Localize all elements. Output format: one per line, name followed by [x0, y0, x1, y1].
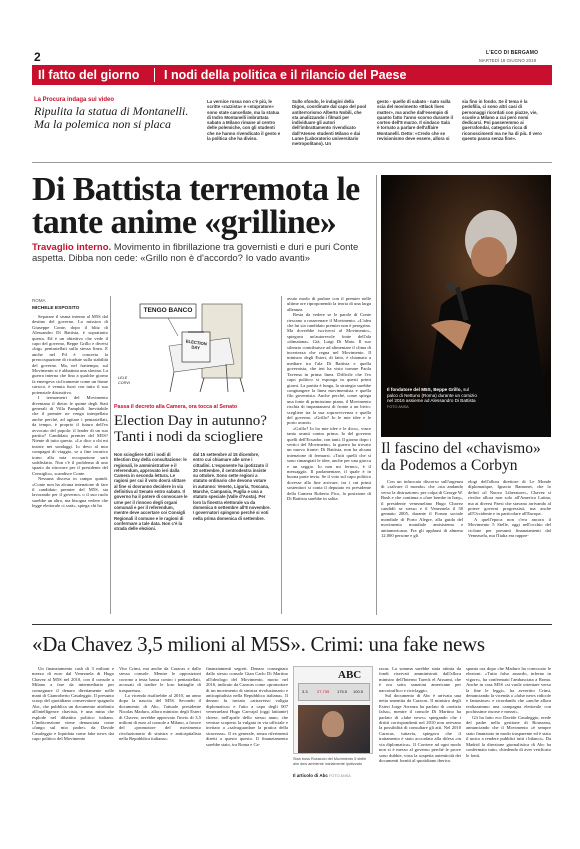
subhead-lead: Travaglio interno. [32, 242, 112, 253]
election-headline: Election Day in autunno? Tanti i nodi da sciogliere [114, 413, 267, 445]
bottom-col-3 [206, 666, 288, 838]
photo-caption [387, 387, 477, 410]
bottom-col-1 [32, 666, 114, 838]
abc-credit: FOTO ANSA [329, 774, 351, 778]
cartoon-box-label: ELECTION DAY [185, 338, 208, 351]
main-subhead [32, 242, 372, 264]
subhead-text: Movimento in fibrillazione tra governisti e duri e puri Conte aspetta. Dibba non cede: «Grillo non è d'accordo? Io vado avanti» [32, 242, 359, 264]
election-kicker: Passa il decreto alla Camera, ora tocca al Senato [114, 404, 238, 410]
main-col-2-p2: Resta da vedere se le parole di Conte riescano a rasserenare il Movimento. «L'idea che lui sia candidato premier non è peregrina. Ma dovrebbe iscriversi al Movimento», spiegava un'autorevole fonte dell'ala «dimaiana». Già, Luigi Di Maio. Il suo silenzio contribuisce ad alimentare il clima di incertezza che regna nel Movimento. Il ministro degli Esteri, di fatto, è chiamato a mediare tra l'ala Di Battista e quella governista, che ieri ha visto tornare Paola Taverna in prima linea. Difficile che l'ex capo politico si esponga in questi primi giorni. La partita è lunga, la strategia sarebbe congiungere la linea movimentista e quella filo governista. Anche perché, come spiega una fonte di primissimo piano, il Movimento rischia di impantanarsi di fronte a un bivio: scegliere tra la sua sopravvivenza e quella del governo. «Grillo? Io le mie idee e le porto avanti» [287, 312, 371, 426]
abc-caption [293, 773, 373, 779]
publication-name: L'ECO DI BERGAMO [486, 50, 539, 56]
bottom-col-2 [119, 666, 201, 838]
top-col-4: sia fino in fondo. Se il tema è la pedofilia, ci sono altri casi di personaggi ricordati con piazze, vie, scuole a Milano a cui però nomi dedicarci. Poi passeremmo ai guerrafondai, categoria ricca di riconoscimenti ma ne ha di più. Il vero questo passa senza fine». [462, 99, 542, 142]
top-rule [32, 162, 552, 163]
photo-caption-text: sul palco di Nettuno (Roma) durante un comizio nel 2016 assieme ad Alessandro Di Battista [387, 387, 477, 403]
top-col-3: gesto - quello di sabato - nato sulla scia del movimento «Black lives matter», ma anche dall'esempio di quanto fatto l'anno scorso durante il corteo dell'8 marzo. Il sindaco Sala è tornato a parlare dell'affaire Montanelli. Detto: «Credo che se revisionismo deve essere, allora si [377, 99, 453, 142]
bottom-col-2-p1: Vito Crimi, ma anche da Caracas e dallo stesso console. Mentre le opposizioni corrono a testa bassa contro i pentastellati, accusati di tradire le loro battaglie di trasparenza. [119, 666, 201, 693]
abc-num-4: 100.5 [353, 689, 364, 694]
top-col-1: La vernice rossa non c'è più, le scritte «razzista» e «stupratore» sono state cancellate, ma la statua di Indro Montanelli imbrattata sabato a Milano rimane al centro delle polemiche, con gli studenti che ne hanno rivendicato il gesto e la politica che ha diviso. [207, 99, 281, 142]
main-col-1 [32, 314, 108, 614]
main-col-2-p3: «Grillo? Io ho mie idee e le dico», vince tanto avanti contro prima. Io del governo quelli dell'Ecuador, con tanti. Il giorno dopo i vertici del Movimento, la guerra ha trovato un nuovo fronte: Di Battista, non ha alcuna intenzione di fermarsi. «Tutti quelli che si sono rimangiati le idee, anche per una giacca e un seggio. Io non mi fermo», è il messaggio. Il parlamentare, il quale è in buona parte invio. Se il voto sul capo politico dovesse alla fine arrivare, tra i cui primi sostenitori si conta il deputato ex presidente della Camera Roberto Fico, la posizione di Di Battista sarebbe in salita. [287, 425, 371, 502]
top-kicker: La Procura indaga sui video [34, 97, 115, 103]
abc-sub-caption: Stan boss Rosaccio del Movimiento 5 stelle aim dew ambiente inizialmente ipotizzato [293, 757, 367, 766]
publication-date: MARTEDÌ 18 GIUGNO 2019 [479, 58, 537, 63]
main-col-2-p1: avuto modo di parlare con il premier nelle ultime ore riproponendo la teoria di una larga alleanza. [287, 296, 371, 312]
abc-num-1: 3.3 [302, 689, 308, 694]
cartoon-sign: TENGO BANCO [143, 307, 193, 314]
abc-person [322, 711, 344, 737]
bottom-col-5-p1: spunta ora dopo che Maduro ha convocato le elezioni. «Tutto falso assurdo, inferno in vigore», ha confermato l'ambasciata a Roma. Anche in casa M5S «si vuole orientare verso la fine le leggi», ha avvertito Crimi, denunciando la vicenda a «false news ridicole e fantasiose» e ricordando che «anche allora realizzammo una campagna elettorale con pochissime risorse e mezzi». [466, 666, 551, 715]
abc-caption-text: Il articolo di Abc [293, 773, 328, 778]
cartoon-signature: LELE CORVI [118, 376, 130, 385]
dateline-place: ROMA [32, 298, 46, 303]
chavismo-col-2-p1: elogi dell'allora direttore di Le Monde diplomatique, Ignacio Ramonet, che lo definì «il Nuovo Liberatore», Chavez si rivolse allora non solo all'America Latina, ma ai diversi Paesi che stavano arrivando al potere governi progressisti, ma anche all'Occidente e in particolare all'Europa. [468, 479, 551, 517]
chavismo-col-2 [468, 479, 551, 615]
byline: MICHELE ESPOSITO [32, 306, 80, 311]
column-rule [281, 296, 282, 614]
photo-grillo [381, 175, 551, 437]
chavismo-headline: Il fascino del «chavismo» da Podemos a Corbyn [381, 440, 541, 474]
abc-num-3: 175.5 [337, 689, 348, 694]
section-label-left: Il fatto del giorno [38, 68, 140, 82]
bottom-headline: «Da Chavez 3,5 milioni al M5S». Crimi: una fake news [32, 632, 485, 656]
abc-table [298, 683, 370, 701]
bottom-col-4-p1: racas. La somma sarebbe stata attinta da fondi riservati amministrati dall'allora ministro dell'Interno Tareck el Aissami, che è ora sotto sanzioni americane per narcotraffico e riciclaggio. [379, 666, 461, 693]
section-divider [154, 68, 155, 82]
column-rule [376, 175, 377, 615]
bottom-col-3-p: finanziamenti segreti. Denaro consegnato dallo stesso console Gian Carlo Di Martino all'ideologo del Movimento, morto nel 2016, indicato da Caracas come «promotore di un movimento di sinistra rivoluzionario e anticapitalista nella Repubblica italiana». Il denaro fu inviato «attraverso valigia diplomatica» e l'atto a capo degli 007 venezuelani Hugo Carvajal (oggi latitante) chiese, nell'aprile dello stesso anno, che venisse scoperto la vulgata in via ufficiale e invitato a «salvaguardare la pratica della sicurezza». Il ex generale, senza riferimenti diretti a questo questo. Il finanziamento sarebbe stato, tra Roma e Ca- [206, 666, 288, 747]
bottom-top-rule [32, 624, 552, 625]
bottom-col-2-p2: La vicenda risalirebbe al 2010, un anno dopo la nascita del M5S. Secondo il documento di Abc, l'attuale presidente Nicolas Maduro, allora ministro degli Esteri di Chavez, avrebbe approvato l'invio di 3,5 milioni di euro al console a Milano, a favore del «promotore del movimento rivoluzionario di sinistra e anticapitalista nella Repubblica italiana»: [119, 693, 201, 742]
main-headline: Di Battista terremota le tante anime «grilline» [32, 171, 360, 241]
cartoon [114, 296, 256, 396]
abc-num-2: 27.739 [317, 689, 330, 694]
section-label-right: I nodi della politica e il rilancio del Paese [164, 68, 407, 82]
election-col-1: Non sciogliere tutti i nodi di Election Day della consultazione: le regionali, le amministrative e il referendum, approvato ieri dalla Camera in seconda lettura. Le ragioni per cui il voto dovrà slittare al fine si dovranno decidere in via definitiva al Senato entro sabato. Il governo ha il potere di convocare le urne per il rinnovo degli organi comunali e per il referendum, mentre deve accertare coi Consigli Regionali il comune e le ragioni di confermare a tale data. Non c'è la strada delle elezioni. [114, 452, 188, 532]
section-bar [32, 65, 552, 85]
chavismo-col-1-p: Con un infuocato discorso sull'urgenza di «salvare il mondo» che «sta andando verso la distruzione» per colpa di George W. Bush e che continua a «fare bombe in Iraq», il presidente venezuelano Hugo Chavez candidò se stesso e il Venezuela il 30 gennaio 2005, durante il Forum sociale mondiale di Porto Alegre, alla guida del movimento mondiale antisistema e antiamericano. Fra gli applausi di almeno 12.000 persone e gli [381, 479, 463, 539]
main-col-1-p1: Separare il sisma interno al M5S dal destino del governo. La mission di Giuseppe Conte, dopo il blitz di Alessandro Di Battista, è soprattutto questa. Ed è un obiettivo che vede il capo del governo, Beppe Grillo e diversi «big» pentastellati sulla stessa linea. E anche nel Pd è concreta la preoccupazione di ricadute sulla stabilità del governo. Ma, nel frattempo, sul Movimento si è abbattuta una slavina. La guerra interna che fino a qualche giorno fa emergeva ciclicamente come un fiume carsico, è venuta fuori con tutto il suo potenziale distruttivo. [32, 314, 108, 395]
bottom-col-4-p2: Sul documento di Abc è arrivata una netta smentita da Caracas. Il ministro degli Esteri Jorge Arreaza ha parlato di «notizia falsa», mentre il console Di Martino ha parlato di «fake news» spiegando che i diritti corrispondenti nel 2010 non avevano la possibilità di consultare gli atti. Nel 2010 Caracas, tuttavia, spiegava che il trattamento è stato accordato alla difesa «in via diplomatica». Il Corriere ad ogni modo non si è messo al governo perché le prove sono dubbie, vista la sospetta autenticità dei documenti forniti al quotidiano iberico. [379, 693, 461, 763]
abc-logo: ABC [338, 669, 362, 681]
bottom-col-5-p2: Gli ha fatto eco Davide Casaleggio, erede del padre nella gestione di Rousseau, annunciando che il Movimento «è sempre stato finanziato in modo trasparente ed è stato il unico a rendere pubblici tutti i bilanci». Da Madrid la direzione giornalistica di Abc ha confermato tutto, chiedendo di aver verificato le fonti. [466, 714, 551, 758]
top-headline: Ripulita la statua di Montanelli. Ma la polemica non si placa [34, 104, 189, 131]
main-col-1-p2: I termometri del Movimento diventano il dietro le quinte degli Stati generali di Villa Pamphili. Inevitabile che il premier ne venga interpellato anche perché, ad agitare i pentastellati, da tempo, è proprio il futuro dell'ex avvocato del popolo: il leader di un suo partito? Candidato premier del M5S? Niente di tutto questo. «Lo dico a chi mi insiste nei sondaggi. Io devo al mio compagni di viaggio, se a fine incarico torno alla mia occupazione sarò soddisfatto. Non c'è il problema di uno spazio da ritrovare per il presidente del Consiglio», scandisce Conte. [32, 395, 108, 476]
chavismo-col-2-p2: A quell'epoca non c'era ancora il Movimento 5 Stelle, oggi nell'occhio del ciclone per presunti finanziamenti dal Venezuela, ma l'Italia era rappre- [468, 516, 551, 539]
bottom-col-1-p: Un finanziamento cash di 3 milioni e mezzo di euro dal Venezuela di Hugo Chavez al M5S nel 2010, con il console a Milano a fare da intermediario per consegnare il denaro direttamente nelle mani di Gianroberto Casaleggio. Il presunto scoop del quotidiano conservatore spagnolo Abc, che pubblica un documento attribuito all'intelligence chavista, è una mina che esplode nel dibattito politico italiano. L'indiscrezione viene denunciata come «fango sul mio padre» da Davide Casaleggio e liquidata come fake news dai capo politico del Movimento [32, 666, 114, 742]
abc-screenshot [293, 666, 373, 754]
bottom-col-4 [379, 666, 461, 838]
photo-credit: FOTO ANSA [387, 404, 409, 409]
column-rule [110, 296, 111, 614]
election-col-2: dal 15 settembre al 15 dicembre, entro cui chiamare alle urne i cittadini. L'esponente ha ipotizzato il 20 settembre, il centrodestra insiste su ottobre. Sono sette regioni a statuto ordinario che devono votare in autunno: Veneto, Liguria, Toscana, Marche, Campania, Puglia e una a statuto speciale (Valle d'Aosta). Per loro la finestra elettorale va da domenica 6 settembre all'8 novembre. I governatori spingono perché si voti nella prima domenica di settembre. [193, 452, 271, 521]
top-col-2: Sullo sfondo, le indagini della Digos, coordinate dal capo del pool antiterrorismo Alberto Nobili, che sta analizzando i filmati per individuare gli autori dell'imbrattamento rivendicato dall'Ateneo studenti Milano e dai Lume (Laboratorio universitario metropolitano). Un [292, 99, 367, 147]
photo-caption-strong: Il fondatore del M5S, Beppe Grillo, [387, 387, 462, 392]
main-col-2 [287, 296, 371, 614]
page-number: 2 [34, 50, 41, 64]
chavismo-col-1 [381, 479, 463, 615]
main-col-1-p3: Nessuna discesa in campo quindi. «Conte non ha alcuna intenzione di fare il candidato premier del M5S, sta lavorando per il governo» o il suo ruolo sarebbe un altro, ma bisogna vedere che legge elettorale ci sarà», spiega chi ha [32, 476, 108, 509]
bottom-col-5 [466, 666, 551, 838]
